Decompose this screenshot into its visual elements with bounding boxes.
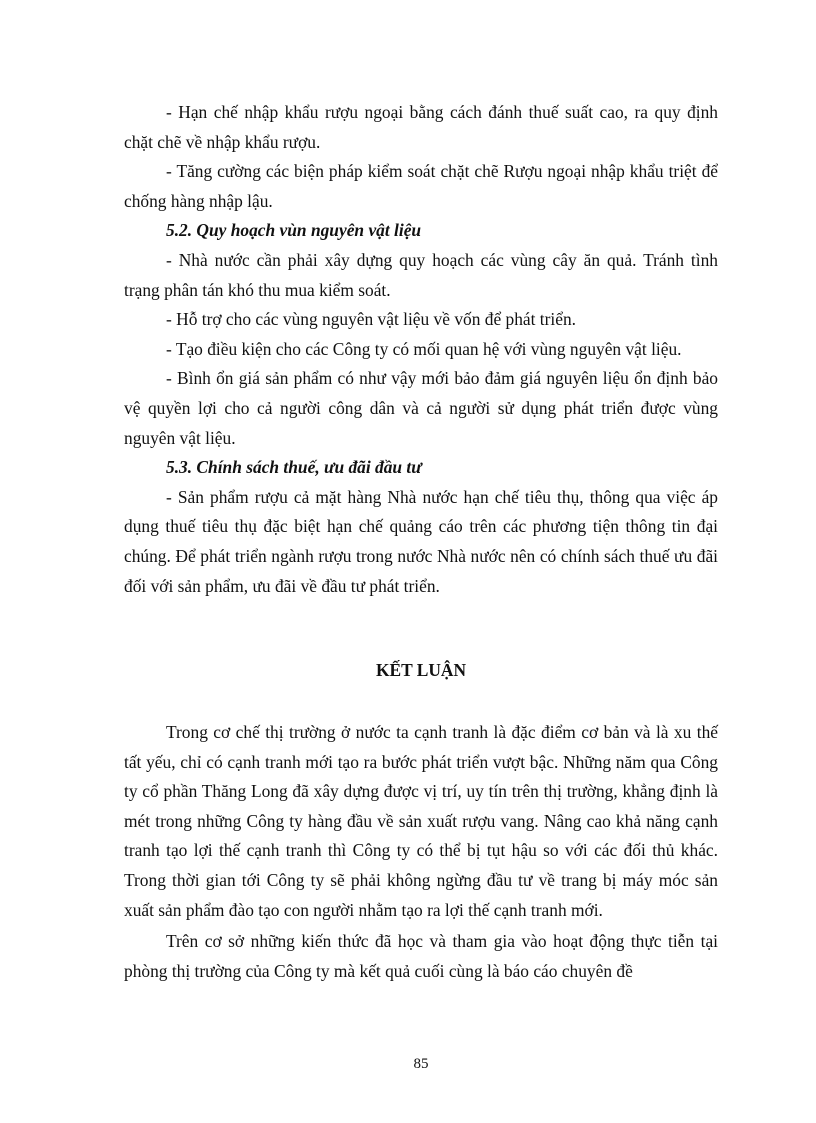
list-item: - Hạn chế nhập khẩu rượu ngoại bằng cách đánh thuế suất cao, ra quy định chặt chẽ về nhập khẩu rượu. [124,102,718,152]
list-item: - Sản phẩm rượu cả mặt hàng Nhà nước hạn chế tiêu thụ, thông qua việc áp dụng thuế tiêu thụ đặc biệt hạn chế quảng cáo trên các phương tiện thông tin đại chúng. Để phát triển ngành rượu trong nước Nhà nước nên có chính sách thuế ưu đãi đối với sản phẩm, ưu đãi về đầu tư phát triển. [124,486,718,596]
upper-text-block [124,98,718,601]
list-item: - Bình ổn giá sản phẩm có như vậy mới bảo đảm giá nguyên liệu ổn định bảo vệ quyền lợi cho cả người công dân và cả người sử dụng phát triển được vùng nguyên vật liệu. [124,368,718,448]
list-item: - Tăng cường các biện pháp kiểm soát chặt chẽ Rượu ngoại nhập khẩu triệt để chống hàng nhập lậu. [124,161,718,211]
conclusion-text-block [124,718,718,986]
conclusion-title: KẾT LUẬN [375,660,467,680]
section-heading-5-3: 5.3. Chính sách thuế, ưu đãi đầu tư [166,457,422,478]
section-heading-5-2: 5.2. Quy hoạch vùn nguyên vật liệu [166,220,422,241]
list-item: - Tạo điều kiện cho các Công ty có mối quan hệ với vùng nguyên vật liệu. [166,338,682,359]
page-number: 85 [413,1056,429,1072]
conclusion-paragraph: Trên cơ sở những kiến thức đã học và tham gia vào hoạt động thực tiễn tại phòng thị trường của Công ty mà kết quả cuối cùng là báo cáo chuyên đề [124,931,718,981]
conclusion-paragraph: Trong cơ chế thị trường ở nước ta cạnh tranh là đặc điểm cơ bản và là xu thế tất yếu, chỉ có cạnh tranh mới tạo ra bước phát triển vượt bậc. Những năm qua Công ty cổ phần Thăng Long đã xây dựng được vị trí, uy tín trên thị trường, khẳng định là mét trong những Công ty hàng đầu về sản xuất rượu vang. Nâng cao khả năng cạnh tranh tạo lợi thế cạnh tranh thì Công ty có thể bị tụt hậu so với các đối thủ khác. Trong thời gian tới Công ty sẽ phải không ngừng đầu tư về trang bị máy móc sản xuất sản phẩm đào tạo con người nhằm tạo ra lợi thế cạnh tranh mới. [124,722,718,920]
list-item: - Hỗ trợ cho các vùng nguyên vật liệu về vốn để phát triển. [166,309,577,330]
list-item: - Nhà nước cần phải xây dựng quy hoạch các vùng cây ăn quả. Tránh tình trạng phân tán khó thu mua kiểm soát. [124,249,718,300]
